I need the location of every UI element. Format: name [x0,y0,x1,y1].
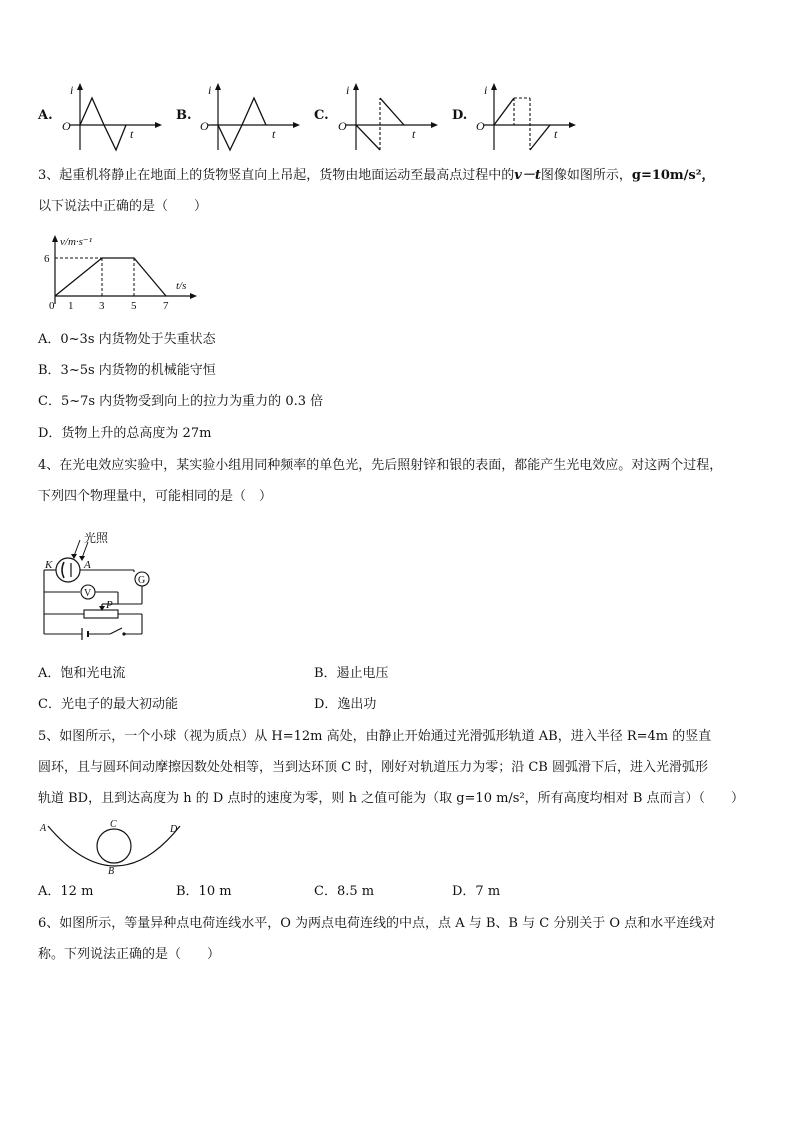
q6-stem-line1: 6、如图所示，等量异种点电荷连线水平，O 为两点电荷连线的中点，点 A 与 B、B 与 C 分别关于 O 点和水平连线对 [38,916,716,931]
q3-option-b[interactable]: B．3~5s 内货物的机械能守恒 [38,363,216,378]
q4-option-b[interactable]: B．遏止电压 [314,666,389,681]
q3-vt: v－t [514,168,541,183]
q6-stem-line2: 称。下列说法正确的是（ ） [38,947,221,962]
q2-graph-d [474,80,584,155]
q3-graph-xtick-7: 7 [163,300,169,312]
q4-stem-line1: 4、在光电效应实验中，某实验小组用同种频率的单色光，先后照射锌和银的表面，都能产生光电效应。对这两个过程， [38,458,723,473]
q2-c-origin: O [338,119,347,133]
q2-a-axis-i: i [70,83,74,97]
q5-stem-line2: 圆环，且与圆环间动摩擦因数处处相等，当到达环顶 C 时，刚好对轨道压力为零；沿 CB 圆弧滑下后，进入光滑弧形 [38,760,708,775]
q2-options [30,80,590,155]
q5-stem-line3: 轨道 BD，且到达高度为 h 的 D 点时的速度为零，则 h 之值可能为（取 g=10 m/s²，所有高度均相对 B 点而言）（ ） [38,791,744,806]
q2-a-axis-t: t [130,127,134,141]
q5-option-b[interactable]: B．10 m [176,884,232,899]
q2-d-axis-t: t [554,127,558,141]
q5-point-c: C [110,819,117,830]
q2-c-axis-t: t [412,127,416,141]
q2-b-axis-t: t [272,127,276,141]
q4-option-d[interactable]: D．逸出功 [314,697,377,712]
q5-option-a[interactable]: A．12 m [38,884,94,899]
q3-stem-text-b: 图像如图所示， [540,168,632,183]
q5-point-b: B [108,866,115,877]
q2-option-d-label[interactable]: D. [452,108,468,123]
q5-point-d: D [170,824,178,835]
q4-k-label: K [45,559,53,571]
q4-option-c[interactable]: C．光电子的最大初动能 [38,697,178,712]
q5-track-diagram [38,816,188,878]
q3-graph-xtick-0: 0 [49,300,55,312]
q2-a-origin: O [62,119,71,133]
q4-a-label: A [84,559,91,571]
q4-p-label: P [106,599,113,611]
q2-b-axis-i: i [208,83,212,97]
q2-d-origin: O [476,119,485,133]
q3-option-c[interactable]: C．5~7s 内货物受到向上的拉力为重力的 0.3 倍 [38,394,324,409]
q3-vt-graph [40,232,200,314]
q2-graph-c [336,80,446,155]
q2-graph-a [60,80,170,155]
q2-graph-b [198,80,308,155]
q2-option-b-label[interactable]: B. [176,108,192,123]
q3-stem-line2: 以下说法中正确的是（ ） [38,199,208,214]
q3-option-d[interactable]: D．货物上升的总高度为 27m [38,426,212,441]
q3-graph-ylabel: v/m·s⁻¹ [60,236,93,248]
q2-b-origin: O [200,119,209,133]
q3-graph-ytick: 6 [44,253,50,265]
q3-graph-xlabel: t/s [176,280,187,292]
q4-galvanometer-label: G [138,575,146,586]
q4-option-a[interactable]: A．饱和光电流 [38,666,126,681]
q4-stem-line2: 下列四个物理量中，可能相同的是（ ） [38,489,273,504]
q2-d-axis-i: i [484,83,488,97]
q3-stem-line1 [38,166,714,186]
q5-option-d[interactable]: D．7 m [452,884,501,899]
q4-voltmeter-label: V [84,588,92,599]
q3-option-a[interactable]: A．0~3s 内货物处于失重状态 [38,332,216,347]
q4-circuit-diagram [38,526,168,641]
q3-graph-xtick-1: 1 [68,300,74,312]
q2-option-a-label[interactable]: A. [38,108,53,123]
q3-g: g=10m/s²， [631,168,715,183]
q3-stem-text: 3、起重机将静止在地面上的货物竖直向上吊起，货物由地面运动至最高点过程中的 [38,168,515,183]
q5-option-c[interactable]: C．8.5 m [314,884,375,899]
q3-graph-xtick-3: 3 [99,300,105,312]
q5-stem-line1: 5、如图所示，一个小球（视为质点）从 H=12m 高处，由静止开始通过光滑弧形轨道 AB，进入半径 R=4m 的竖直 [38,729,712,744]
q2-option-c-label[interactable]: C. [314,108,329,123]
q2-c-axis-i: i [346,83,350,97]
q3-graph-xtick-5: 5 [131,300,137,312]
q5-point-a: A [40,823,47,834]
q4-light-label: 光照 [84,531,109,545]
